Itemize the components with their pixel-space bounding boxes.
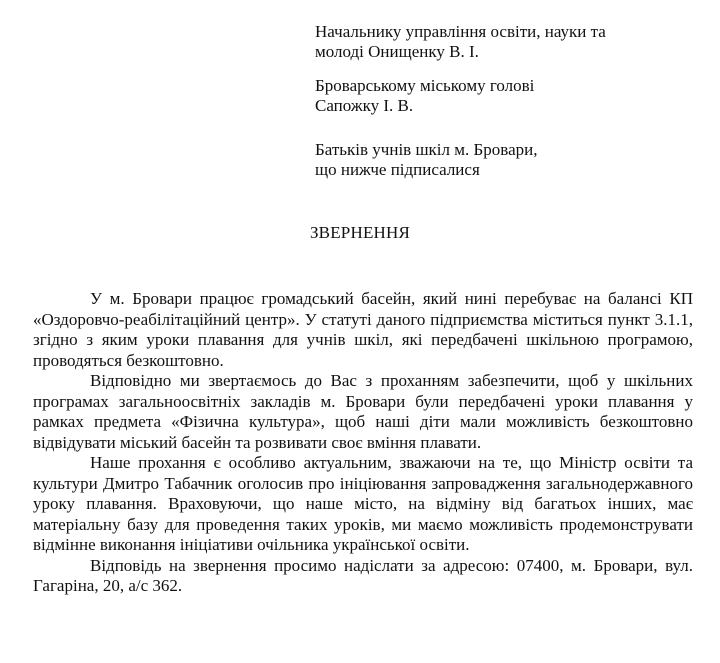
recipient-line: Сапожку І. В. — [315, 96, 414, 115]
recipient-line: Броварському міському голові — [315, 76, 535, 95]
document-title: ЗВЕРНЕННЯ — [309, 223, 411, 242]
recipient-mayor — [315, 76, 705, 116]
body-paragraph: У м. Бровари працює громадський басейн, який нині перебуває на балансі КП «Оздоровчо-реабілітаційний центр». У статуті даного підприємства міститься пункт 3.1.1, згідно з яким уроки плавання для учнів шкіл, які передбачені шкільною програмою, проводяться безкоштовно. — [33, 289, 693, 370]
body-paragraph: Відповідь на звернення просимо надіслати за адресою: 07400, м. Бровари, вул. Гагаріна, 20, а/с 362. — [33, 555, 693, 595]
body-paragraph: Відповідно ми звертаємось до Вас з проханням забезпечити, щоб у шкільних програмах загальноосвітніх закладів м. Бровари були передбачені уроки плавання у рамках предмета «Фізична культура», щоб наші діти мали можливість безкоштовно відвідувати міський басейн та розвивати своє вміння плавати. — [33, 371, 693, 452]
sender-line: Батьків учнів шкіл м. Бровари, — [315, 140, 538, 159]
recipient-education-head — [315, 22, 705, 62]
sender-parents — [315, 140, 705, 180]
document-body — [33, 289, 693, 597]
recipients-block — [315, 22, 705, 180]
body-paragraph: Наше прохання є особливо актуальним, зважаючи на те, що Міністр освіти та культури Дмитро Табачник оголосив про ініціювання запровадження загальнодержавного уроку плавання. Враховуючи, що наше місто, на відміну від багатьох інших, має матеріальну базу для проведення таких уроків, ми маємо можливість продемонструвати відмінне виконання ініціативи очільника української освіти. — [33, 453, 693, 554]
recipient-line: молоді Онищенку В. І. — [315, 42, 479, 61]
recipient-line: Начальнику управління освіти, науки та — [315, 22, 606, 41]
sender-line: що нижче підписалися — [315, 160, 480, 179]
